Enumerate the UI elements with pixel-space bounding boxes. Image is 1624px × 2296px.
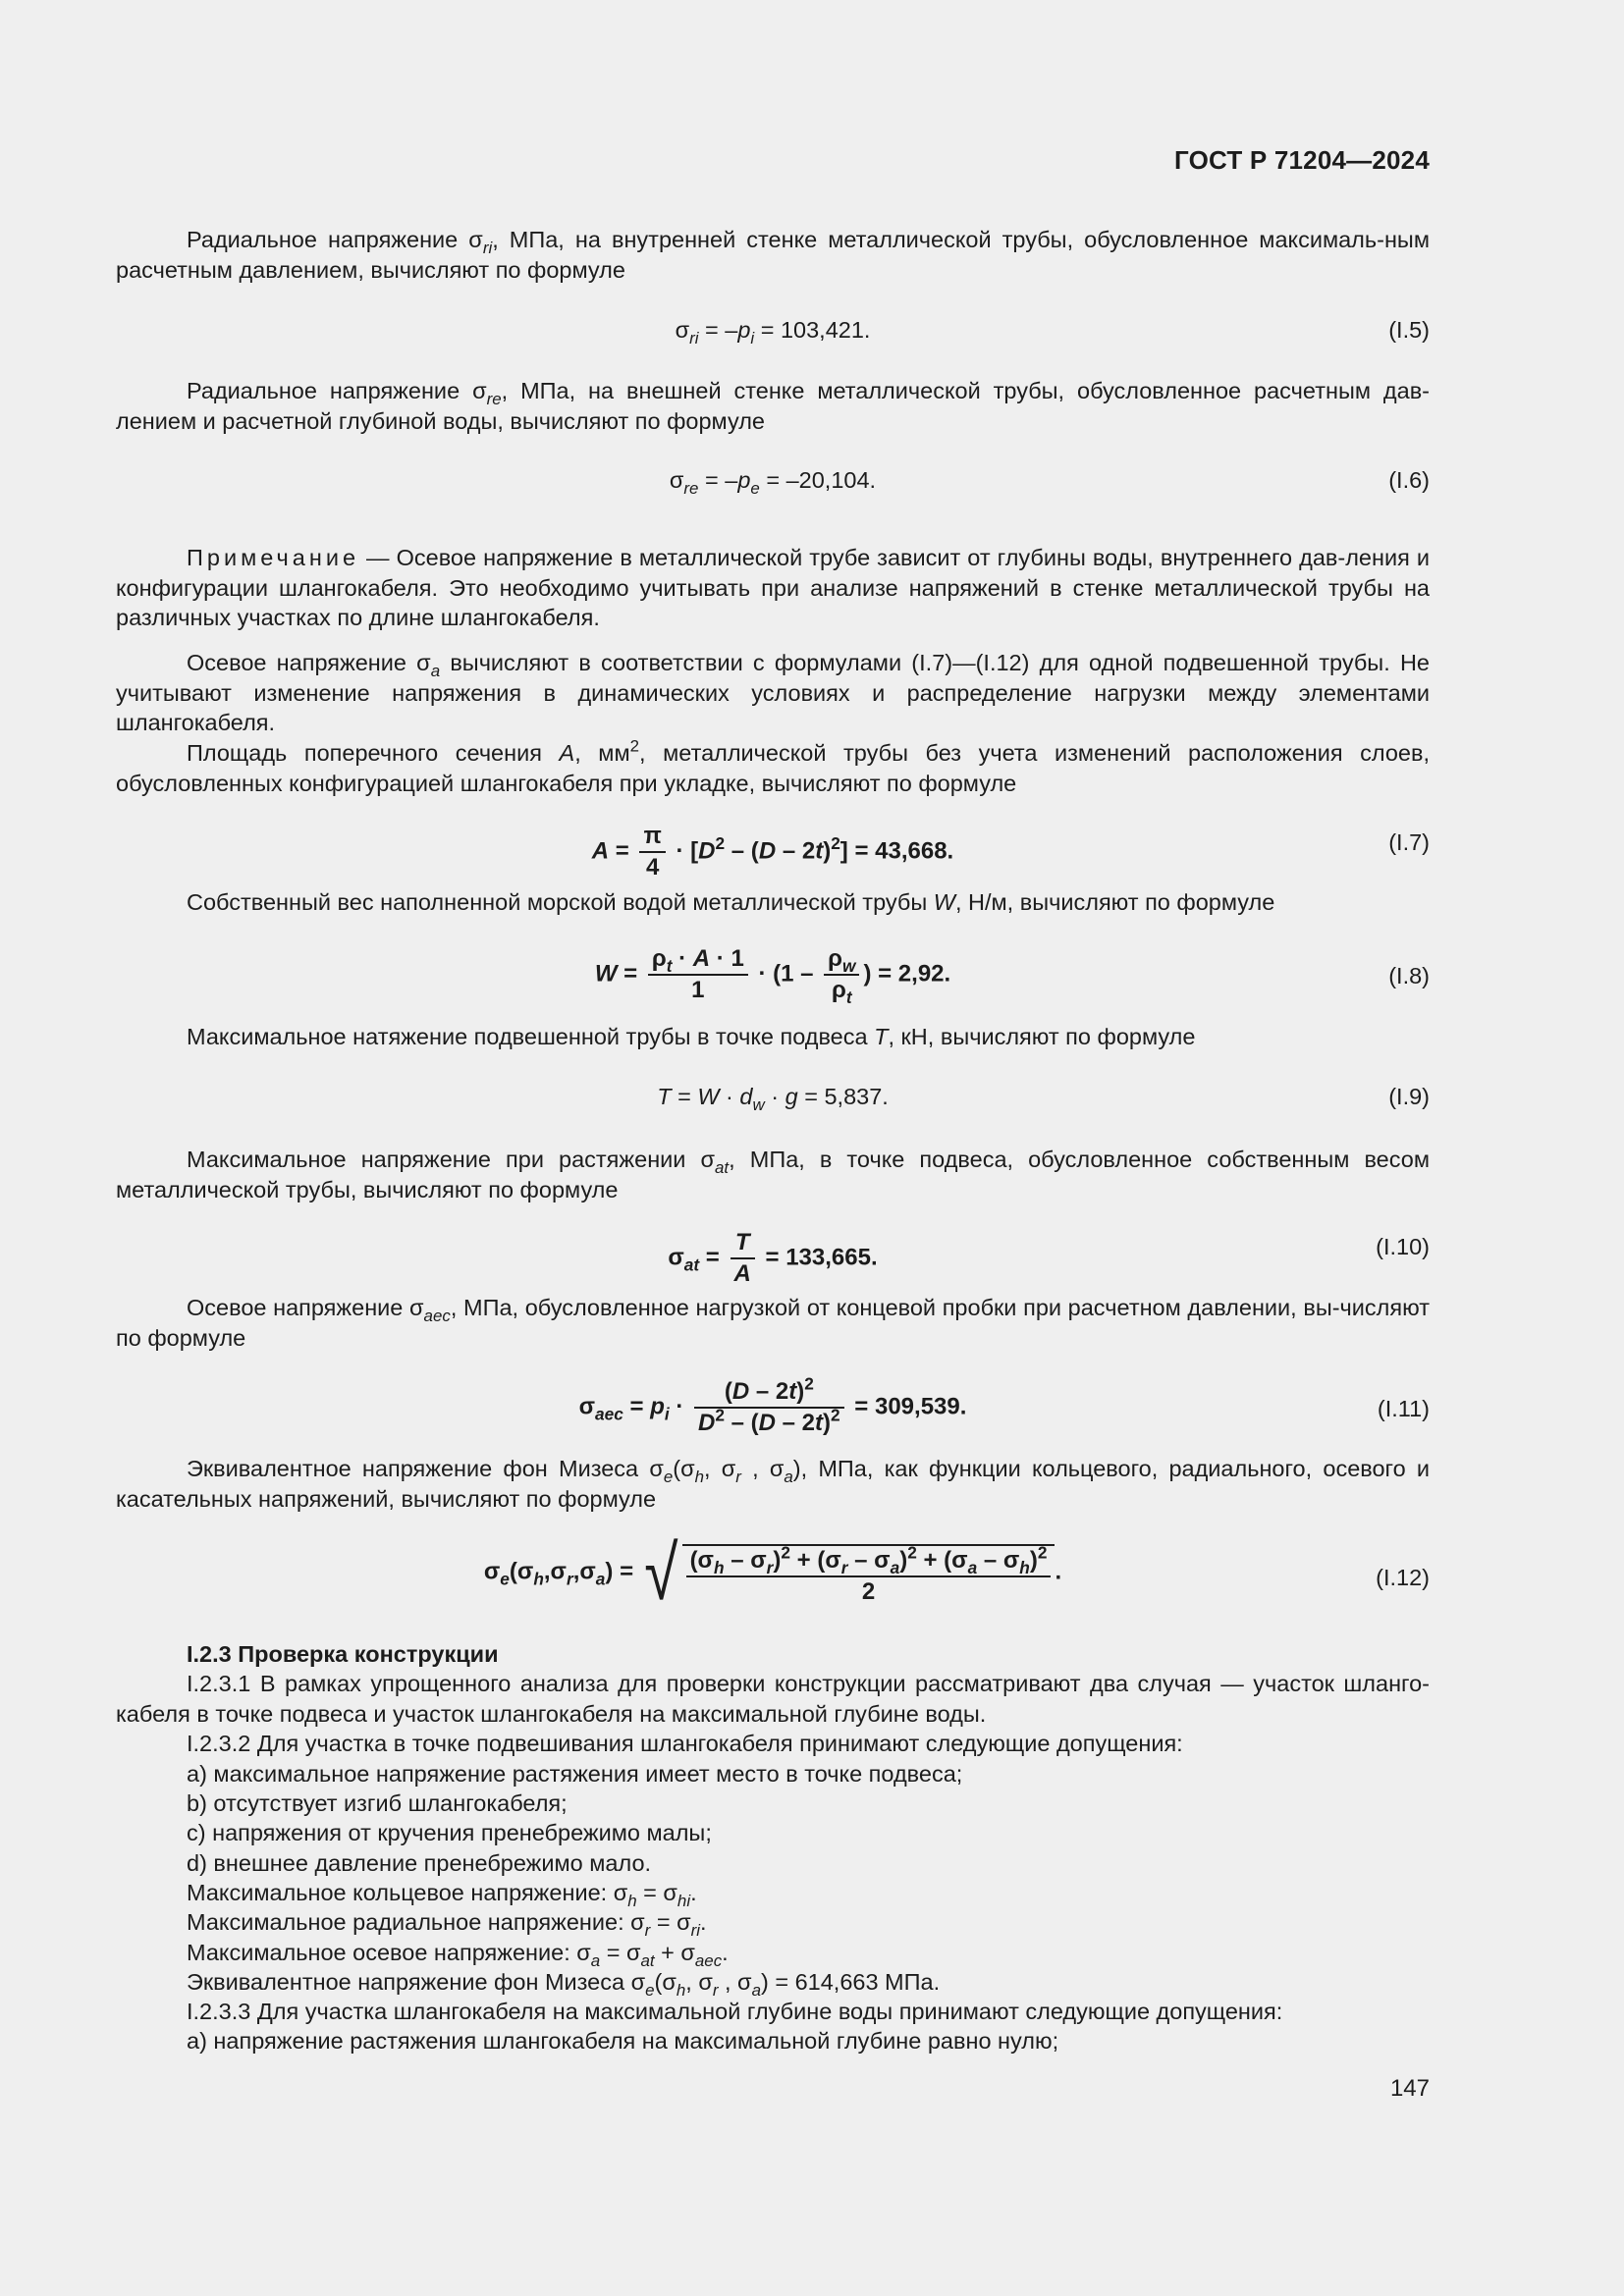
- max-axial-stress: Максимальное осевое напряжение: $\sigma_a = \sigma_{at} + \sigma_{aec}$.: [187, 1940, 729, 1970]
- paragraph-I233: I.2.3.3 Для участка шлангокабеля на максимальной глубине воды принимают следующие допущения:: [187, 1999, 1283, 2024]
- paragraph-cross-section: Площадь поперечного сечения A, $мм^2$, металлической трубы без учета изменений расположения слоев, обусловленных конфигурацией шлангокабеля при укладке, вычисляют по формуле: [116, 736, 1431, 796]
- paragraph-I231: I.2.3.1 В рамках упрощенного анализа для проверки конструкции рассматривают два случая — участок шланго-кабеля в точке подвеса и участок шлангокабеля на максимальной глубине воды.: [116, 1671, 1430, 1727]
- formula-I12: $\sigma_e(\sigma_h,\sigma_r,\sigma_a)$ = √ $\frac{(\sigma_h - \sigma_r)^2 + (\sigma_r - \sigma_a)^2 + (\sigma_a - \sigma_h)^2}{2}$ .: [483, 1529, 1062, 1616]
- equation-number: (I.5): [1388, 317, 1430, 343]
- list-item: c) напряжения от кручения пренебрежимо малы;: [187, 1820, 712, 1845]
- paragraph-radial-outer: Радиальное напряжение $\sigma_{re}$, МПа, на внешней стенке металлической трубы, обусловленное расчетным дав-лением и расчетной глубиной воды, вычисляют по формуле: [116, 378, 1430, 434]
- paragraph-tension: Максимальное натяжение подвешенной трубы в точке подвеса T, кН, вычисляют по формуле: [187, 1024, 1196, 1049]
- equation-number: (I.8): [1388, 963, 1430, 988]
- page-number: 147: [1389, 2075, 1430, 2102]
- note-paragraph: Примечание — Осевое напряжение в металлической трубе зависит от глубины воды, внутреннего дав-ления и конфигурации шлангокабеля. Это необходимо учитывать при анализе напряжений в стенке металлической трубы на различных участках по длине шлангокабеля.: [116, 545, 1430, 630]
- paragraph-endcap-stress: Осевое напряжение $\sigma_{aec}$, МПа, обусловленное нагрузкой от концевой пробки при расчетном давлении, вы-числяют по формуле: [116, 1295, 1430, 1351]
- formula-I8: W = $\frac{\rho_t \cdot A \cdot 1}{1}$ · (1 – $\frac{\rho_w}{\rho_t}$ ) = 2,92.: [594, 945, 951, 1008]
- equation-number: (I.11): [1377, 1396, 1430, 1421]
- list-item: a) напряжение растяжения шлангокабеля на максимальной глубине равно нулю;: [187, 2028, 1059, 2054]
- paragraph-I232: I.2.3.2 Для участка в точке подвешивания шлангокабеля принимают следующие допущения:: [187, 1731, 1183, 1756]
- formula-I7: A = $\frac{\pi}{4}$ · $[D^2 - (D - 2t)^2] = 43,668$.: [591, 823, 954, 881]
- equation-number: (I.12): [1376, 1565, 1430, 1590]
- note-label: Примечание: [187, 545, 360, 570]
- formula-I10: $\sigma_{at}$ = $\frac{T}{A}$ = 133,665.: [668, 1229, 878, 1287]
- formula-I6: $\sigma_{re} = -p_e = -20,104$.: [669, 467, 877, 498]
- paragraph-tensile-stress: Максимальное напряжение при растяжении $\sigma_{at}$, МПа, в точке подвеса, обусловленное собственным весом металлической трубы, вычисляют по формуле: [116, 1147, 1430, 1202]
- equation-number: (I.9): [1388, 1084, 1430, 1109]
- max-radial-stress: Максимальное радиальное напряжение: $\sigma_r = \sigma_{ri}$.: [187, 1909, 707, 1940]
- list-item: a) максимальное напряжение растяжения имеет место в точке подвеса;: [187, 1761, 963, 1787]
- equation-number: (I.6): [1388, 467, 1430, 493]
- paragraph-axial-stress: Осевое напряжение $\sigma_a$ вычисляют в соответствии с формулами (I.7)—(I.12) для одной подвешенной трубы. Не учитывают изменение напряжения в динамических условиях и распределение нагрузки между элементами шлангокабеля.: [116, 650, 1430, 735]
- paragraph-von-mises: Эквивалентное напряжение фон Мизеса $\sigma_e(\sigma_h$, $\sigma_r$ , $\sigma_a$), МПа, как функции кольцевого, радиального, осевого и касательных напряжений, вычисляют по формуле: [116, 1456, 1431, 1512]
- section-title: I.2.3 Проверка конструкции: [187, 1641, 499, 1667]
- document-header: ГОСТ Р 71204—2024: [1174, 145, 1430, 175]
- formula-I11: $\sigma_{aec} = p_i$ · $\frac{(D - 2t)^2}{D^2 - (D - 2t)^2}$ = 309,539.: [578, 1373, 967, 1436]
- list-item: b) отсутствует изгиб шлангокабеля;: [187, 1790, 568, 1816]
- list-item: d) внешнее давление пренебрежимо мало.: [187, 1850, 652, 1876]
- max-hoop-stress: Максимальное кольцевое напряжение: $\sigma_h = \sigma_{hi}$.: [187, 1880, 697, 1910]
- von-mises-result: Эквивалентное напряжение фон Мизеса $\sigma_e(\sigma_h$, $\sigma_r$ , $\sigma_a) = 614,663$ МПа.: [187, 1969, 941, 2000]
- equation-number: (I.7): [1388, 829, 1430, 855]
- paragraph-weight: Собственный вес наполненной морской водой металлической трубы W, Н/м, вычисляют по формуле: [187, 889, 1275, 915]
- equation-number: (I.10): [1376, 1234, 1430, 1259]
- formula-I5: $\sigma_{ri} = -p_i = 103,421$.: [675, 317, 871, 347]
- paragraph-radial-inner: Радиальное напряжение $\sigma_{ri}$, МПа, на внутренней стенке металлической трубы, обусловленное максималь-ным расчетным давлением, вычисляют по формуле: [116, 227, 1430, 283]
- formula-I9: $T = W \cdot d_w \cdot g = 5,837$.: [657, 1084, 889, 1114]
